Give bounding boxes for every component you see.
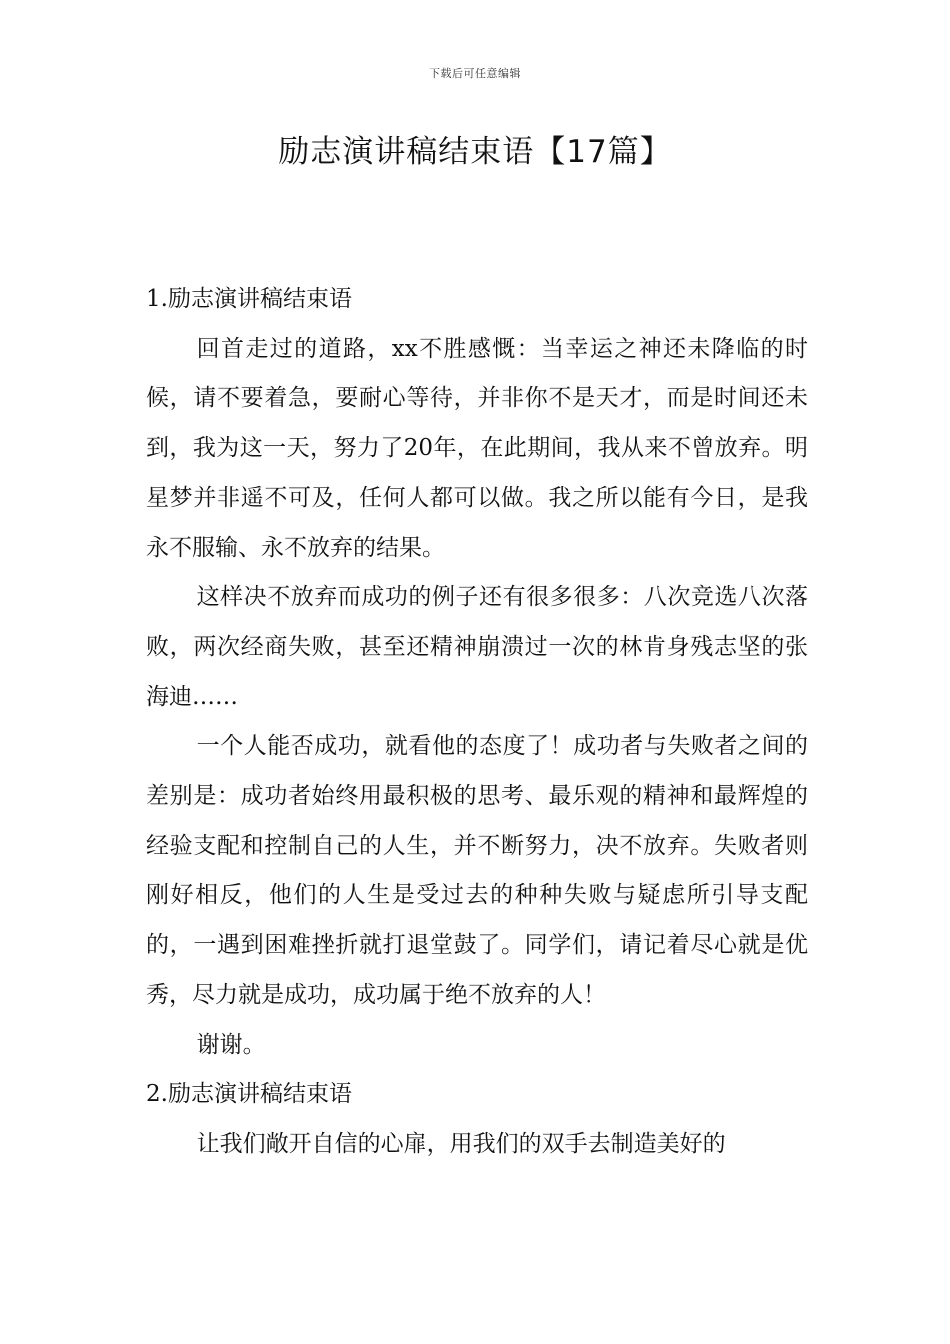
document-title: 励志演讲稿结束语【17篇】 (278, 134, 672, 170)
paragraph: 回首走过的道路，xx不胜感慨：当幸运之神还未降临的时候，请不要着急，要耐心等待，并非你不是天才，而是时间还未到，我为这一天，努力了20年，在此期间，我从来不曾放弃。明星梦并非遥不可及，任何人都可以做。我之所以能有今日，是我永不服输、永不放弃的结果。 (146, 335, 808, 561)
header-note: 下载后可任意编辑 (429, 67, 521, 80)
paragraph: 这样决不放弃而成功的例子还有很多很多：八次竞选八次落败，两次经商失败，甚至还精神崩溃过一次的林肯身残志坚的张海迪…… (146, 584, 808, 710)
section-heading: 2.励志演讲稿结束语 (146, 1081, 352, 1108)
document-body (146, 275, 808, 1170)
paragraph: 让我们敞开自信的心扉，用我们的双手去制造美好的 (196, 1130, 726, 1157)
paragraph: 谢谢。 (196, 1031, 266, 1058)
paragraph: 一个人能否成功，就看他的态度了！成功者与失败者之间的差别是：成功者始终用最积极的思考、最乐观的精神和最辉煌的经验支配和控制自己的人生，并不断努力，决不放弃。失败者则刚好相反，他们的人生是受过去的种种失败与疑虑所引导支配的，一遇到困难挫折就打退堂鼓了。同学们，请记着尽心就是优秀，尽力就是成功，成功属于绝不放弃的人！ (146, 733, 808, 1008)
section-heading: 1.励志演讲稿结束语 (146, 286, 352, 312)
